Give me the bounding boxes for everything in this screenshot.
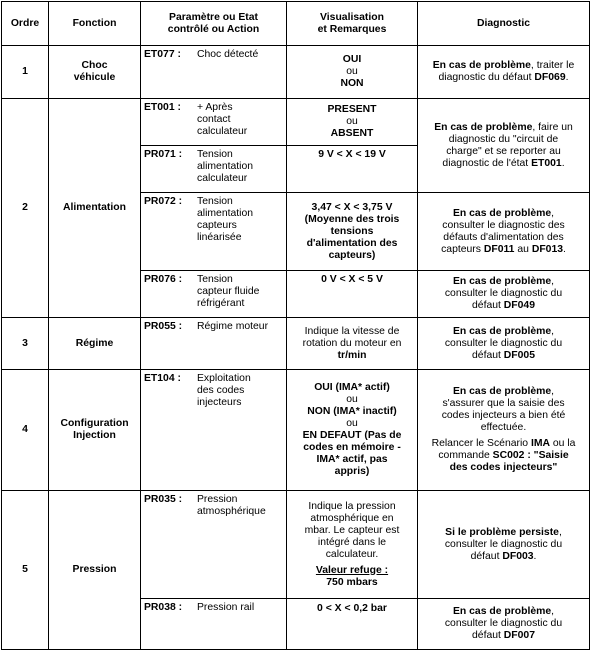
param-label: Pression atmosphérique [197, 494, 266, 517]
param-code: ET104 : [144, 373, 181, 384]
header-visualisation: Visualisation et Remarques [287, 2, 418, 46]
table-row [2, 370, 590, 491]
diagnostic-cell: En cas de problème, faire un diagnostic du "circuit de charge" et se reporter au diagnostic de l'état ET001. [418, 99, 590, 193]
header-parametre: Paramètre ou Etat contrôlé ou Action [141, 2, 287, 46]
param-label: Choc détecté [197, 49, 259, 60]
param-code: ET077 : [144, 49, 181, 60]
row-fonction: Alimentation [49, 99, 141, 318]
header-row [2, 2, 590, 46]
row-ordre: 5 [2, 491, 49, 650]
row-ordre: 3 [2, 318, 49, 370]
param-code: PR071 : [144, 149, 183, 160]
param-label: Exploitation des codes injecteurs [197, 373, 251, 408]
diagnostic-cell: En cas de problème, consulter le diagnostic du défaut DF007 [418, 599, 590, 650]
table-row [2, 318, 590, 370]
param-label: + Après contact calculateur [197, 102, 248, 137]
header-ordre: Ordre [2, 2, 49, 46]
parametre-cell [141, 271, 287, 318]
diagnostic-cell: En cas de problème, s'assurer que la saisie des codes injecteurs a bien été effectuée. Relancer le Scénario IMA ou la commande SC002 : "Saisie des codes injecteurs" [418, 370, 590, 491]
visualisation-cell: OUI (IMA* actif) ou NON (IMA* inactif) ou EN DEFAUT (Pas de codes en mémoire - IMA* actif, pas appris) [287, 370, 418, 491]
param-code: PR055 : [144, 321, 183, 332]
param-label: Pression rail [197, 602, 255, 613]
visualisation-cell: OUI ou NON [287, 46, 418, 99]
diagnostic-cell: En cas de problème, consulter le diagnostic du défaut DF049 [418, 271, 590, 318]
param-code: PR072 : [144, 196, 183, 207]
parametre-cell [141, 318, 287, 370]
table-row [2, 491, 590, 599]
parametre-cell [141, 599, 287, 650]
visualisation-cell: Indique la vitesse de rotation du moteur en tr/min [287, 318, 418, 370]
visualisation-cell: 3,47 < X < 3,75 V (Moyenne des trois tensions d'alimentation des capteurs) [287, 193, 418, 271]
parametre-cell [141, 370, 287, 491]
header-fonction: Fonction [49, 2, 141, 46]
parametre-cell [141, 193, 287, 271]
table-row [2, 99, 590, 146]
row-ordre: 2 [2, 99, 49, 318]
parametre-cell [141, 146, 287, 193]
param-label: Tension alimentation capteurs linéarisée [197, 196, 254, 243]
visualisation-cell: 0 < X < 0,2 bar [287, 599, 418, 650]
diagnostic-cell: En cas de problème, consulter le diagnostic des défauts d'alimentation des capteurs DF011 au DF013. [418, 193, 590, 271]
header-diagnostic: Diagnostic [418, 2, 590, 46]
param-label: Régime moteur [197, 321, 269, 332]
parametre-cell [141, 99, 287, 146]
row-fonction: Pression [49, 491, 141, 650]
diagnostic-cell: En cas de problème, consulter le diagnostic du défaut DF005 [418, 318, 590, 370]
param-code: PR076 : [144, 274, 183, 285]
parametre-cell [141, 46, 287, 99]
visualisation-cell: 0 V < X < 5 V [287, 271, 418, 318]
row-ordre: 4 [2, 370, 49, 491]
param-code: PR035 : [144, 494, 183, 505]
visualisation-cell: Indique la pression atmosphérique en mbar. Le capteur est intégré dans le calculateur. Valeur refuge : 750 mbars [287, 491, 418, 599]
param-label: Tension alimentation calculateur [197, 149, 254, 184]
param-code: ET001 : [144, 102, 181, 113]
parametre-cell [141, 491, 287, 599]
param-label: Tension capteur fluide réfrigérant [197, 274, 260, 309]
row-fonction: Choc véhicule [49, 46, 141, 99]
table-row [2, 46, 590, 99]
row-fonction: Régime [49, 318, 141, 370]
visualisation-cell: PRESENT ou ABSENT [287, 99, 418, 146]
visualisation-cell: 9 V < X < 19 V [287, 146, 418, 193]
diagnostic-cell: Si le problème persiste, consulter le diagnostic du défaut DF003. [418, 491, 590, 599]
row-ordre: 1 [2, 46, 49, 99]
diagnostic-table [1, 1, 590, 650]
param-code: PR038 : [144, 602, 183, 613]
diagnostic-cell: En cas de problème, traiter le diagnostic du défaut DF069. [418, 46, 590, 99]
row-fonction: Configuration Injection [49, 370, 141, 491]
